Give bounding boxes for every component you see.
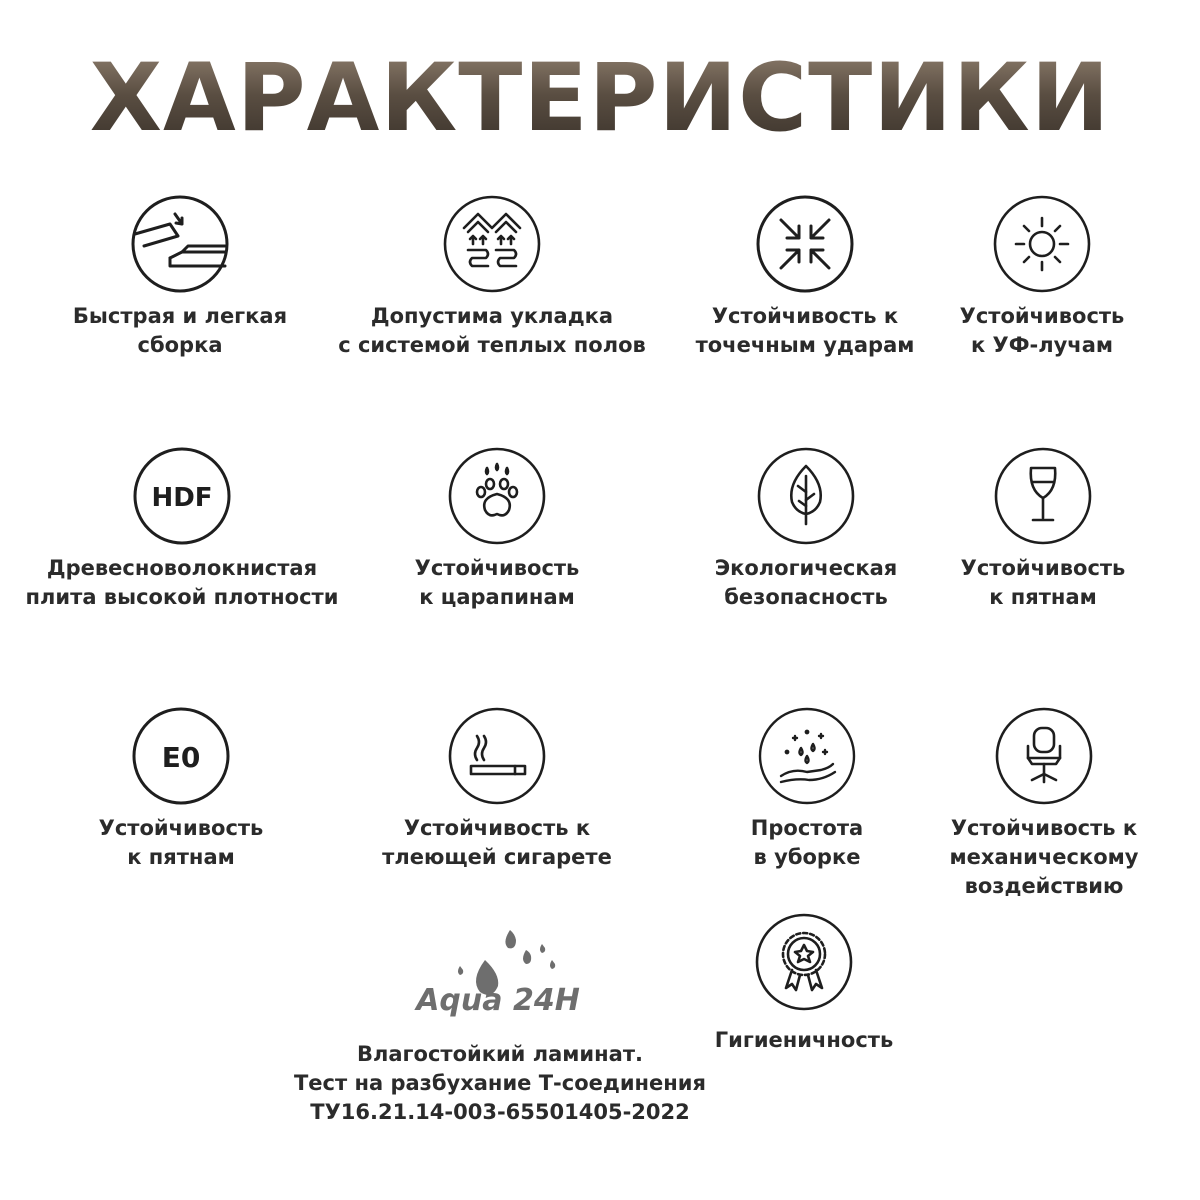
aqua-24h-logo [400, 920, 600, 1020]
feature-label: Древесноволокнистая плита высокой плотности [25, 556, 339, 609]
feature-label: Устойчивость к пятнам [98, 816, 264, 869]
feature-underfloor-heating [312, 194, 672, 360]
leaf-icon [756, 446, 856, 546]
feature-quick-assembly [0, 194, 360, 360]
feature-label: Устойчивость к механическому воздействию [949, 816, 1139, 898]
feature-label: Устойчивость к УФ-лучам [959, 304, 1125, 357]
feature-label: Устойчивость к тлеющей сигарете [382, 816, 612, 869]
feature-stain-resistance [863, 446, 1200, 612]
feature-label: Гигиеничность [714, 1028, 894, 1052]
page-title: ХАРАКТЕРИСТИКИ [0, 52, 1200, 146]
feature-e0 [1, 706, 361, 872]
aqua-description: Влагостойкий ламинат. Тест на разбухание Т-соединения ТУ16.21.14-003-65501405-2022 [293, 1042, 707, 1124]
feature-label: Простота в уборке [750, 816, 864, 869]
feature-mechanical-resistance [864, 706, 1200, 901]
feature-cigarette-resistance [317, 706, 677, 872]
feature-label: Устойчивость к царапинам [414, 556, 580, 609]
office-chair-icon [994, 706, 1094, 806]
laminate-click-icon [130, 194, 230, 294]
feature-hdf [2, 446, 362, 612]
feature-label: Экологическая безопасность [714, 556, 898, 609]
aqua-24h-block [200, 920, 800, 1127]
hand-drops-icon [757, 706, 857, 806]
e0-icon [131, 706, 231, 806]
feature-label: Устойчивость к пятнам [960, 556, 1126, 609]
svg-text:E0: E0 [161, 741, 201, 774]
underfloor-heating-icon [442, 194, 542, 294]
water-drops-icon [400, 920, 600, 1020]
feature-label: Устойчивость к точечным ударам [695, 304, 915, 357]
svg-text:Aqua 24H: Aqua 24H [416, 983, 580, 1018]
feature-uv-resistance [862, 194, 1200, 360]
feature-label: Допустима укладка с системой теплых полов [338, 304, 646, 357]
paw-icon [447, 446, 547, 546]
cigarette-icon [447, 706, 547, 806]
sun-icon [992, 194, 1092, 294]
wine-glass-icon [993, 446, 1093, 546]
svg-text:HDF: HDF [151, 483, 213, 513]
hdf-icon [132, 446, 232, 546]
feature-scratch-resistance [317, 446, 677, 612]
feature-label: Быстрая и легкая сборка [72, 304, 288, 357]
impact-arrows-icon [755, 194, 855, 294]
